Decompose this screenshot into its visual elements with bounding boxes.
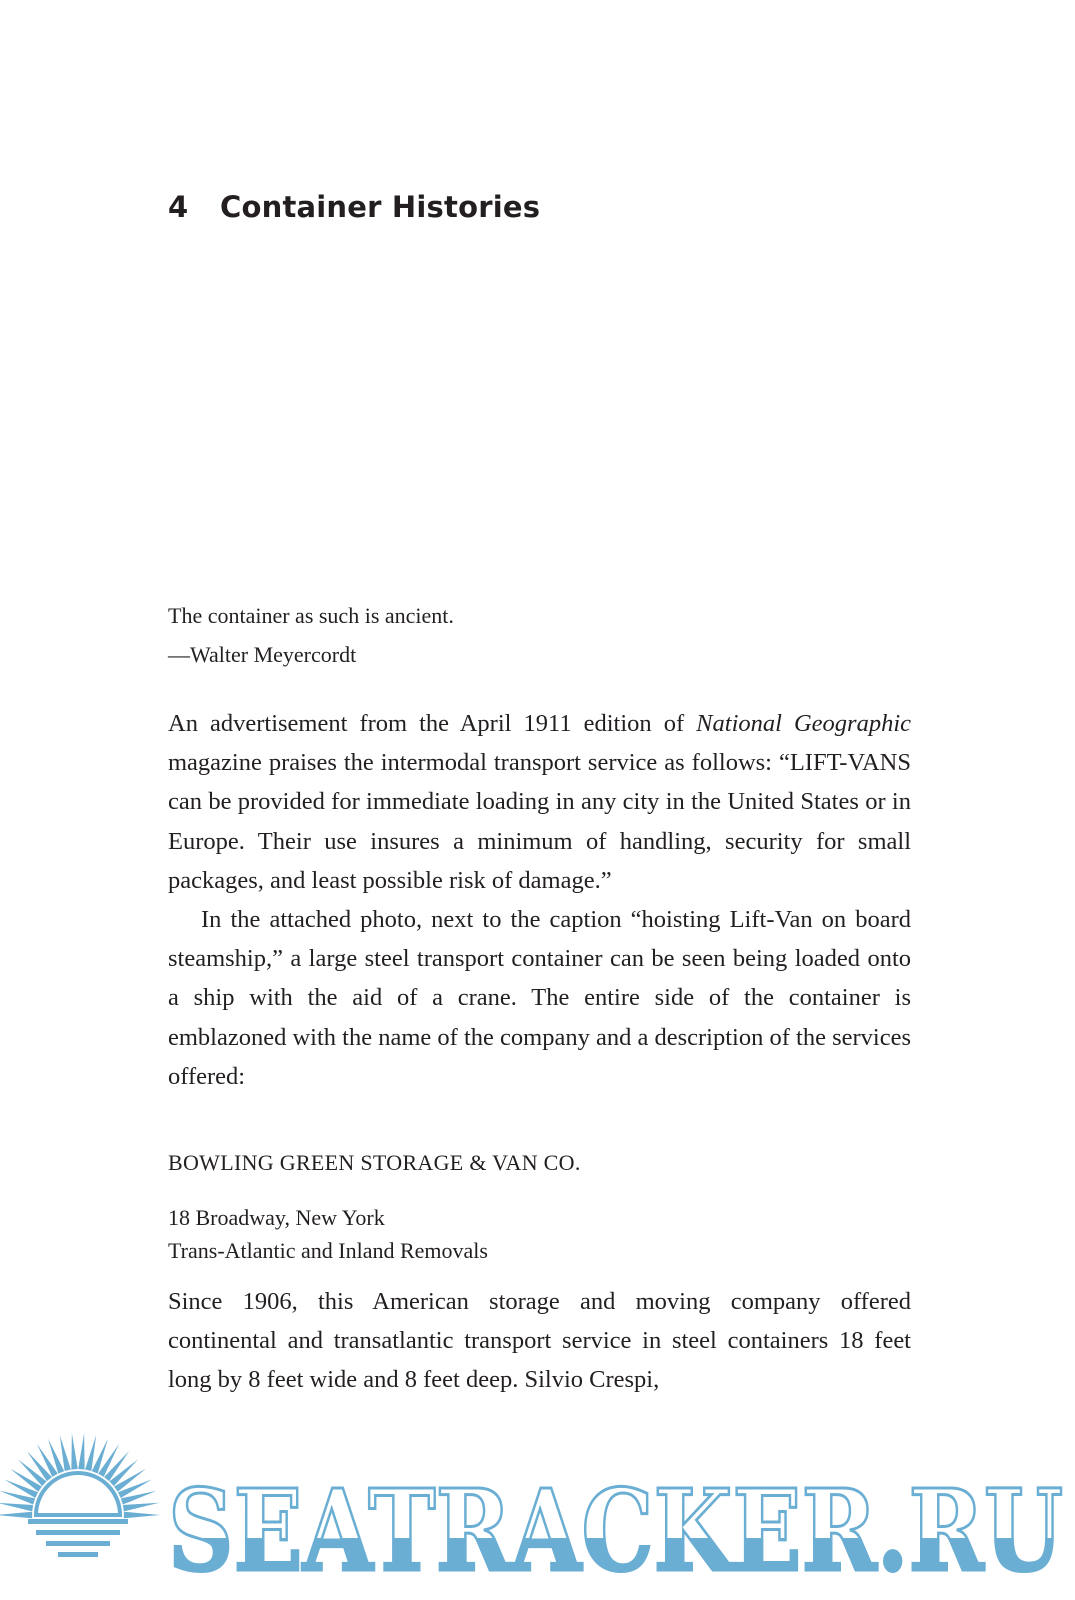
body-text-top	[168, 704, 911, 1096]
epigraph	[168, 596, 454, 674]
paragraph-2: In the attached photo, next to the caption “hoisting Lift-Van on board steamship,” a large steel transport container can be seen being loaded onto a ship with the aid of a crane. The entire side of the container is emblazoned with the name of the company and a description of the services offered:	[168, 906, 911, 1090]
sun-ray	[123, 1503, 159, 1512]
epigraph-quote: The container as such is ancient.	[168, 603, 454, 628]
chapter-heading	[168, 190, 540, 224]
watermark-text: SEATRACKER.RU	[168, 1466, 1063, 1597]
sun-ray	[0, 1512, 32, 1518]
company-services: Trans-Atlantic and Inland Removals	[168, 1238, 488, 1263]
sun-icon	[0, 1433, 160, 1557]
sun-ray	[78, 1433, 84, 1469]
chapter-number: 4	[168, 190, 189, 224]
body-text-bottom	[168, 1282, 911, 1400]
sun-ray	[71, 1433, 77, 1469]
epigraph-attribution: —Walter Meyercordt	[168, 642, 357, 667]
sun-ray	[0, 1503, 33, 1512]
company-address	[168, 1201, 488, 1267]
sun-ray	[124, 1512, 160, 1518]
paragraph-1: An advertisement from the April 1911 edition of National Geographic magazine praises the intermodal transport service as follows: “LIFT-VANS can be provided for immediate loading in any city in the United States or in Europe. Their use insures a minimum of handling, security for small packages, and least possible risk of damage.”	[168, 710, 912, 894]
company-name: BOWLING GREEN STORAGE & VAN CO.	[168, 1150, 581, 1175]
watermark	[0, 1420, 1075, 1600]
paragraph-3: Since 1906, this American storage and moving company offered continental and transatlantic transport service in steel containers 18 feet long by 8 feet wide and 8 feet deep. Silvio Crespi,	[168, 1288, 911, 1394]
magazine-title: National Geographic	[696, 710, 912, 737]
company-street: 18 Broadway, New York	[168, 1205, 385, 1230]
chapter-title: Container Histories	[220, 190, 541, 224]
